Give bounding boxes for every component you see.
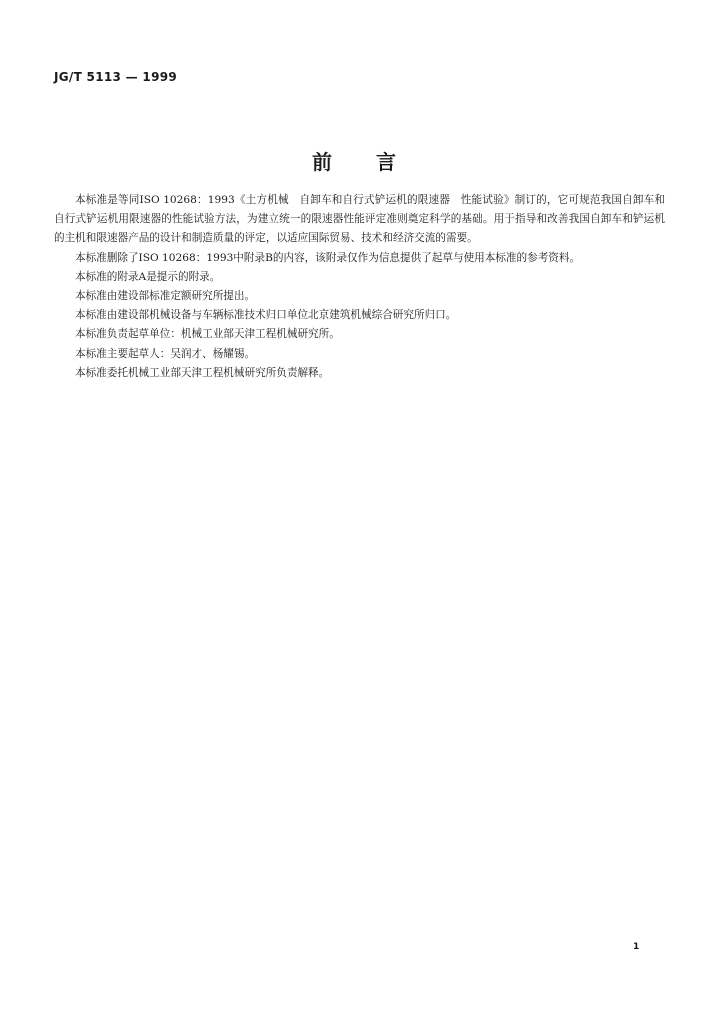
standard-code: JG/T 5113 — 1999 <box>54 70 178 84</box>
page-title <box>0 146 708 175</box>
title-char-2: 言 <box>376 150 396 174</box>
title-char-1: 前 <box>312 150 332 174</box>
paragraph-appendix: 本标准的附录A是提示的附录。 <box>75 270 221 283</box>
paragraph-interpretation: 本标准委托机械工业部天津工程机械研究所负责解释。 <box>75 366 330 379</box>
page-number: 1 <box>633 942 640 952</box>
paragraph-centralized-unit: 本标准由建设部机械设备与车辆标准技术归口单位北京建筑机械综合研究所归口。 <box>75 309 457 322</box>
paragraph-proposer: 本标准由建设部标准定额研究所提出。 <box>75 290 256 303</box>
paragraph-deletion: 本标准删除了ISO 10268：1993中附录B的内容，该附录仅作为信息提供了起草与使用本标准的参考资料。 <box>75 251 581 264</box>
foreword-body <box>54 191 665 383</box>
paragraph-equivalence: 本标准是等同ISO 10268：1993《土方机械 自卸车和自行式铲运机的限速器 性能试验》制订的，它可规范我国自卸车和自行式铲运机用限速器的性能试验方法，为建立统一的限速器性能评定准则奠定科学的基础。用于指导和改善我国自卸车和铲运机的主机和限速器产品的设计和制造质量的评定，以适应国际贸易、技术和经济交流的需要。 <box>54 194 665 245</box>
paragraph-drafting-unit: 本标准负责起草单位：机械工业部天津工程机械研究所。 <box>75 328 340 341</box>
paragraph-drafters: 本标准主要起草人：吴润才、杨耀锡。 <box>75 347 256 360</box>
